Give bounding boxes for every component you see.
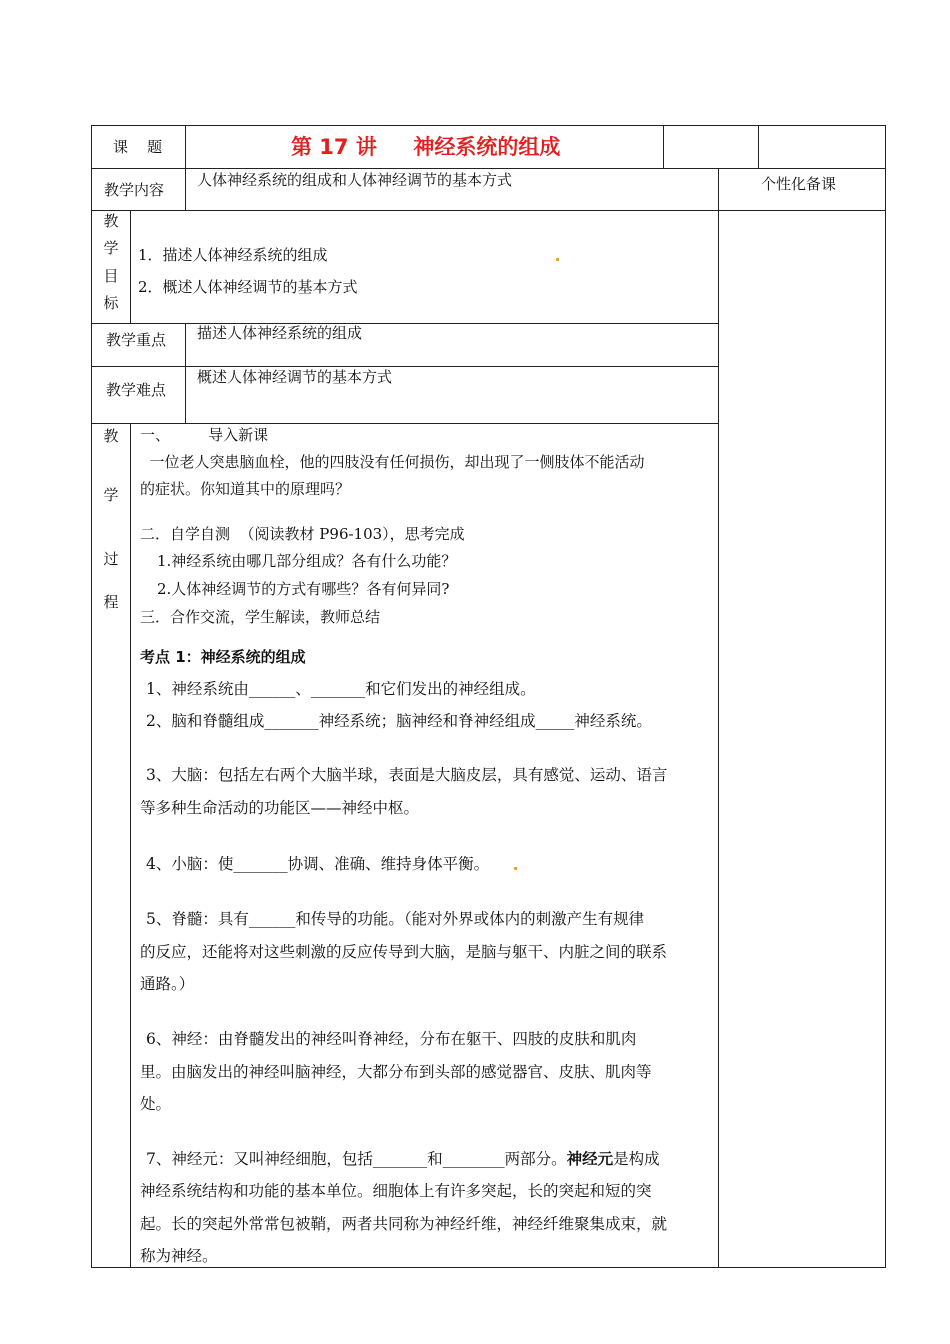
paragraph-line: 处。 — [140, 1095, 172, 1113]
paragraph-line: 起。长的突起外常常包被鞘，两者共同称为神经纤维，神经纤维聚集成束，就 — [140, 1215, 668, 1233]
process-label-char: 程 — [103, 593, 119, 611]
goals-label-char: 教 — [103, 212, 119, 230]
difficulty-label: 教学难点 — [106, 381, 167, 399]
paragraph-line: 5、脊髓：具有______和传导的功能。（能对外界或体内的刺激产生有规律 — [146, 910, 645, 928]
self-test-heading: 二．自学自测 （阅读教材 P96-103），思考完成 — [140, 525, 465, 543]
content-text: 人体神经系统的组成和人体神经调节的基本方式 — [197, 171, 513, 189]
goals-text-cell — [130, 210, 719, 324]
goals-label-char: 标 — [103, 294, 119, 312]
goal-item: 2．概述人体神经调节的基本方式 — [138, 278, 358, 296]
paragraph-segment: 是构成 — [613, 1150, 660, 1168]
term-highlight: 神经元 — [566, 1150, 614, 1168]
question-item: 2.人体神经调节的方式有哪些？各有何异同? — [157, 580, 450, 598]
topic-label: 课 题 — [113, 138, 163, 156]
paragraph-line: 等多种生命活动的功能区——神经中枢。 — [140, 799, 420, 817]
personal-prep-body-cell — [718, 210, 886, 1268]
paragraph-line: 6、神经：由脊髓发出的神经叫脊神经，分布在躯干、四肢的皮肤和肌肉 — [146, 1030, 637, 1048]
difficulty-text: 概述人体神经调节的基本方式 — [197, 368, 393, 386]
personal-prep-label: 个性化备课 — [761, 175, 837, 193]
paragraph-line: 的反应，还能将对这些刺激的反应传导到大脑，是脑与躯干、内脏之间的联系 — [140, 943, 668, 961]
goal-item: 1．描述人体神经系统的组成 — [138, 246, 328, 264]
paragraph-line: 通路。） — [140, 975, 195, 993]
process-label-char: 教 — [103, 427, 119, 445]
topic-blank-cell-1 — [663, 125, 759, 169]
fill-blank-item: 2、脑和脊髓组成_______神经系统；脑神经和脊神经组成_____神经系统。 — [146, 712, 652, 730]
paragraph-line — [146, 1143, 660, 1175]
topic-blank-cell-2 — [758, 125, 886, 169]
paragraph-line: 称为神经。 — [140, 1247, 218, 1265]
goals-label-char: 目 — [103, 267, 119, 285]
question-item: 1.神经系统由哪几部分组成？各有什么功能？ — [157, 552, 457, 570]
fill-blank-item: 1、神经系统由______、_______和它们发出的神经组成。 — [146, 680, 536, 698]
goals-label-char: 学 — [103, 239, 119, 257]
process-label-char: 过 — [103, 550, 119, 568]
key-point-text: 描述人体神经系统的组成 — [197, 324, 363, 342]
content-label: 教学内容 — [104, 181, 165, 199]
paragraph-line: 3、大脑：包括左右两个大脑半球，表面是大脑皮层，具有感觉、运动、语言 — [146, 766, 668, 784]
process-text-cell — [130, 423, 719, 1268]
process-label-char: 学 — [103, 486, 119, 504]
fill-blank-item: 4、小脑：使_______协调、准确、维持身体平衡。 — [146, 855, 490, 873]
paragraph-segment: 7、神经元：又叫神经细胞，包括_______和________两部分。 — [146, 1150, 567, 1168]
kaodian-heading: 考点 1：神经系统的组成 — [140, 648, 306, 666]
lesson-title: 第 17 讲 神经系统的组成 — [291, 135, 561, 159]
intro-line: 一位老人突患脑血栓，他的四肢没有任何损伤，却出现了一侧肢体不能活动 — [140, 453, 645, 471]
key-point-label: 教学重点 — [106, 331, 167, 349]
stray-mark — [514, 867, 517, 870]
intro-heading: 一、 导入新课 — [140, 426, 269, 444]
intro-line: 的症状。你知道其中的原理吗？ — [140, 480, 351, 498]
paragraph-line: 里。由脑发出的神经叫脑神经，大都分布到头部的感觉器官、皮肤、肌肉等 — [140, 1063, 652, 1081]
paragraph-line: 神经系统结构和功能的基本单位。细胞体上有许多突起，长的突起和短的突 — [140, 1182, 652, 1200]
collab-heading: 三．合作交流，学生解读，教师总结 — [140, 608, 381, 626]
stray-mark — [556, 258, 559, 261]
